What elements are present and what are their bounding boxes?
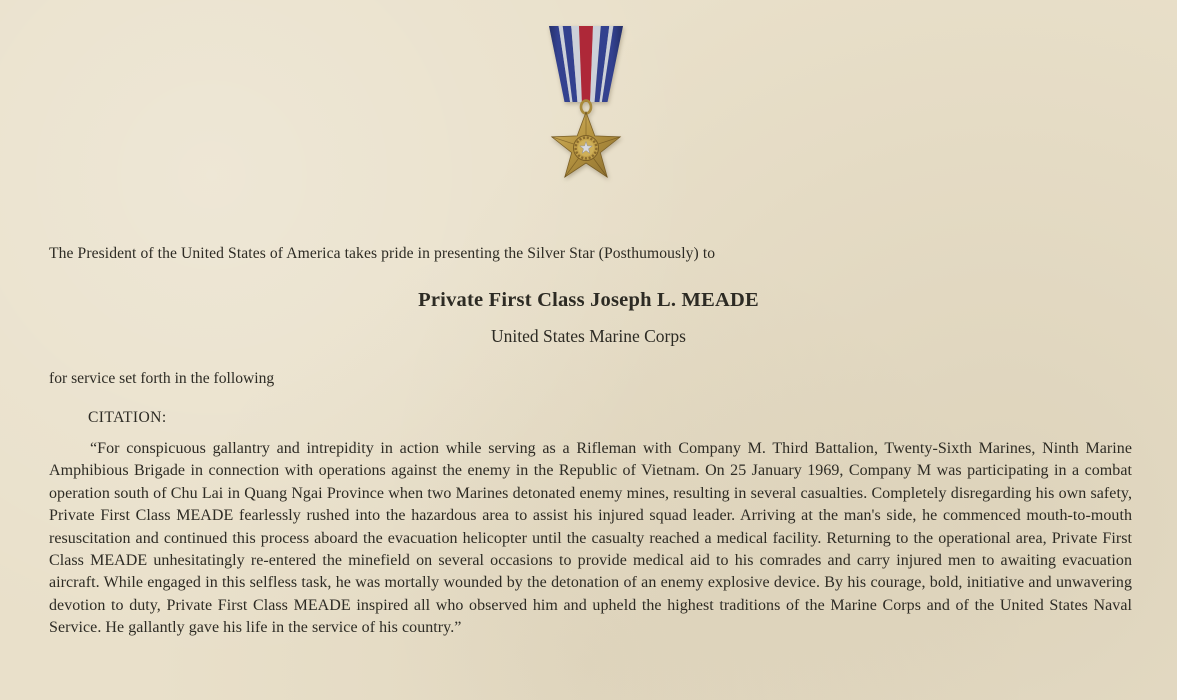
citation-body: “For conspicuous gallantry and intrepidity in action while serving as a Rifleman with Company M. Third Battalion, Twenty-Sixth Marines, Ninth Marine Amphibious Brigade in connection with operations against the enemy in the Republic of Vietnam. On 25 January 1969, Company M was participating in a combat operation south of Chu Lai in Quang Ngai Province when two Marines detonated enemy mines, resulting in several casualties. Completely disregarding his own safety, Private First Class MEADE fearlessly rushed into the hazardous area to assist his injured squad leader. Arriving at the man's side, he commenced mouth-to-mouth resuscitation and continued this process aboard the evacuation helicopter until the casualty reached a medical facility. Returning to the operational area, Private First Class MEADE unhesitatingly re-entered the minefield on several occasions to provide medical aid to his comrades and carry injured men to awaiting evacuation aircraft. While engaged in this selfless task, he was mortally wounded by the detonation of an enemy explosive device. By his courage, bold, initiative and unwavering devotion to duty, Private First Class MEADE inspired all who observed him and upheld the highest traditions of the Marine Corps and of the United States Naval Service. He gallantly gave his life in the service of his country.” <box>49 440 1132 637</box>
silver-star-medal-icon <box>531 26 641 188</box>
recipient-name: Private First Class Joseph L. MEADE <box>418 289 759 311</box>
service-line: for service set forth in the following <box>49 370 275 387</box>
medal-ribbon <box>549 26 623 102</box>
branch-line: United States Marine Corps <box>491 326 686 346</box>
citation-label: CITATION: <box>88 409 167 426</box>
medal-star <box>552 112 620 177</box>
presenting-line: The President of the United States of America takes pride in presenting the Silver Star (Posthumously) to <box>49 245 716 262</box>
